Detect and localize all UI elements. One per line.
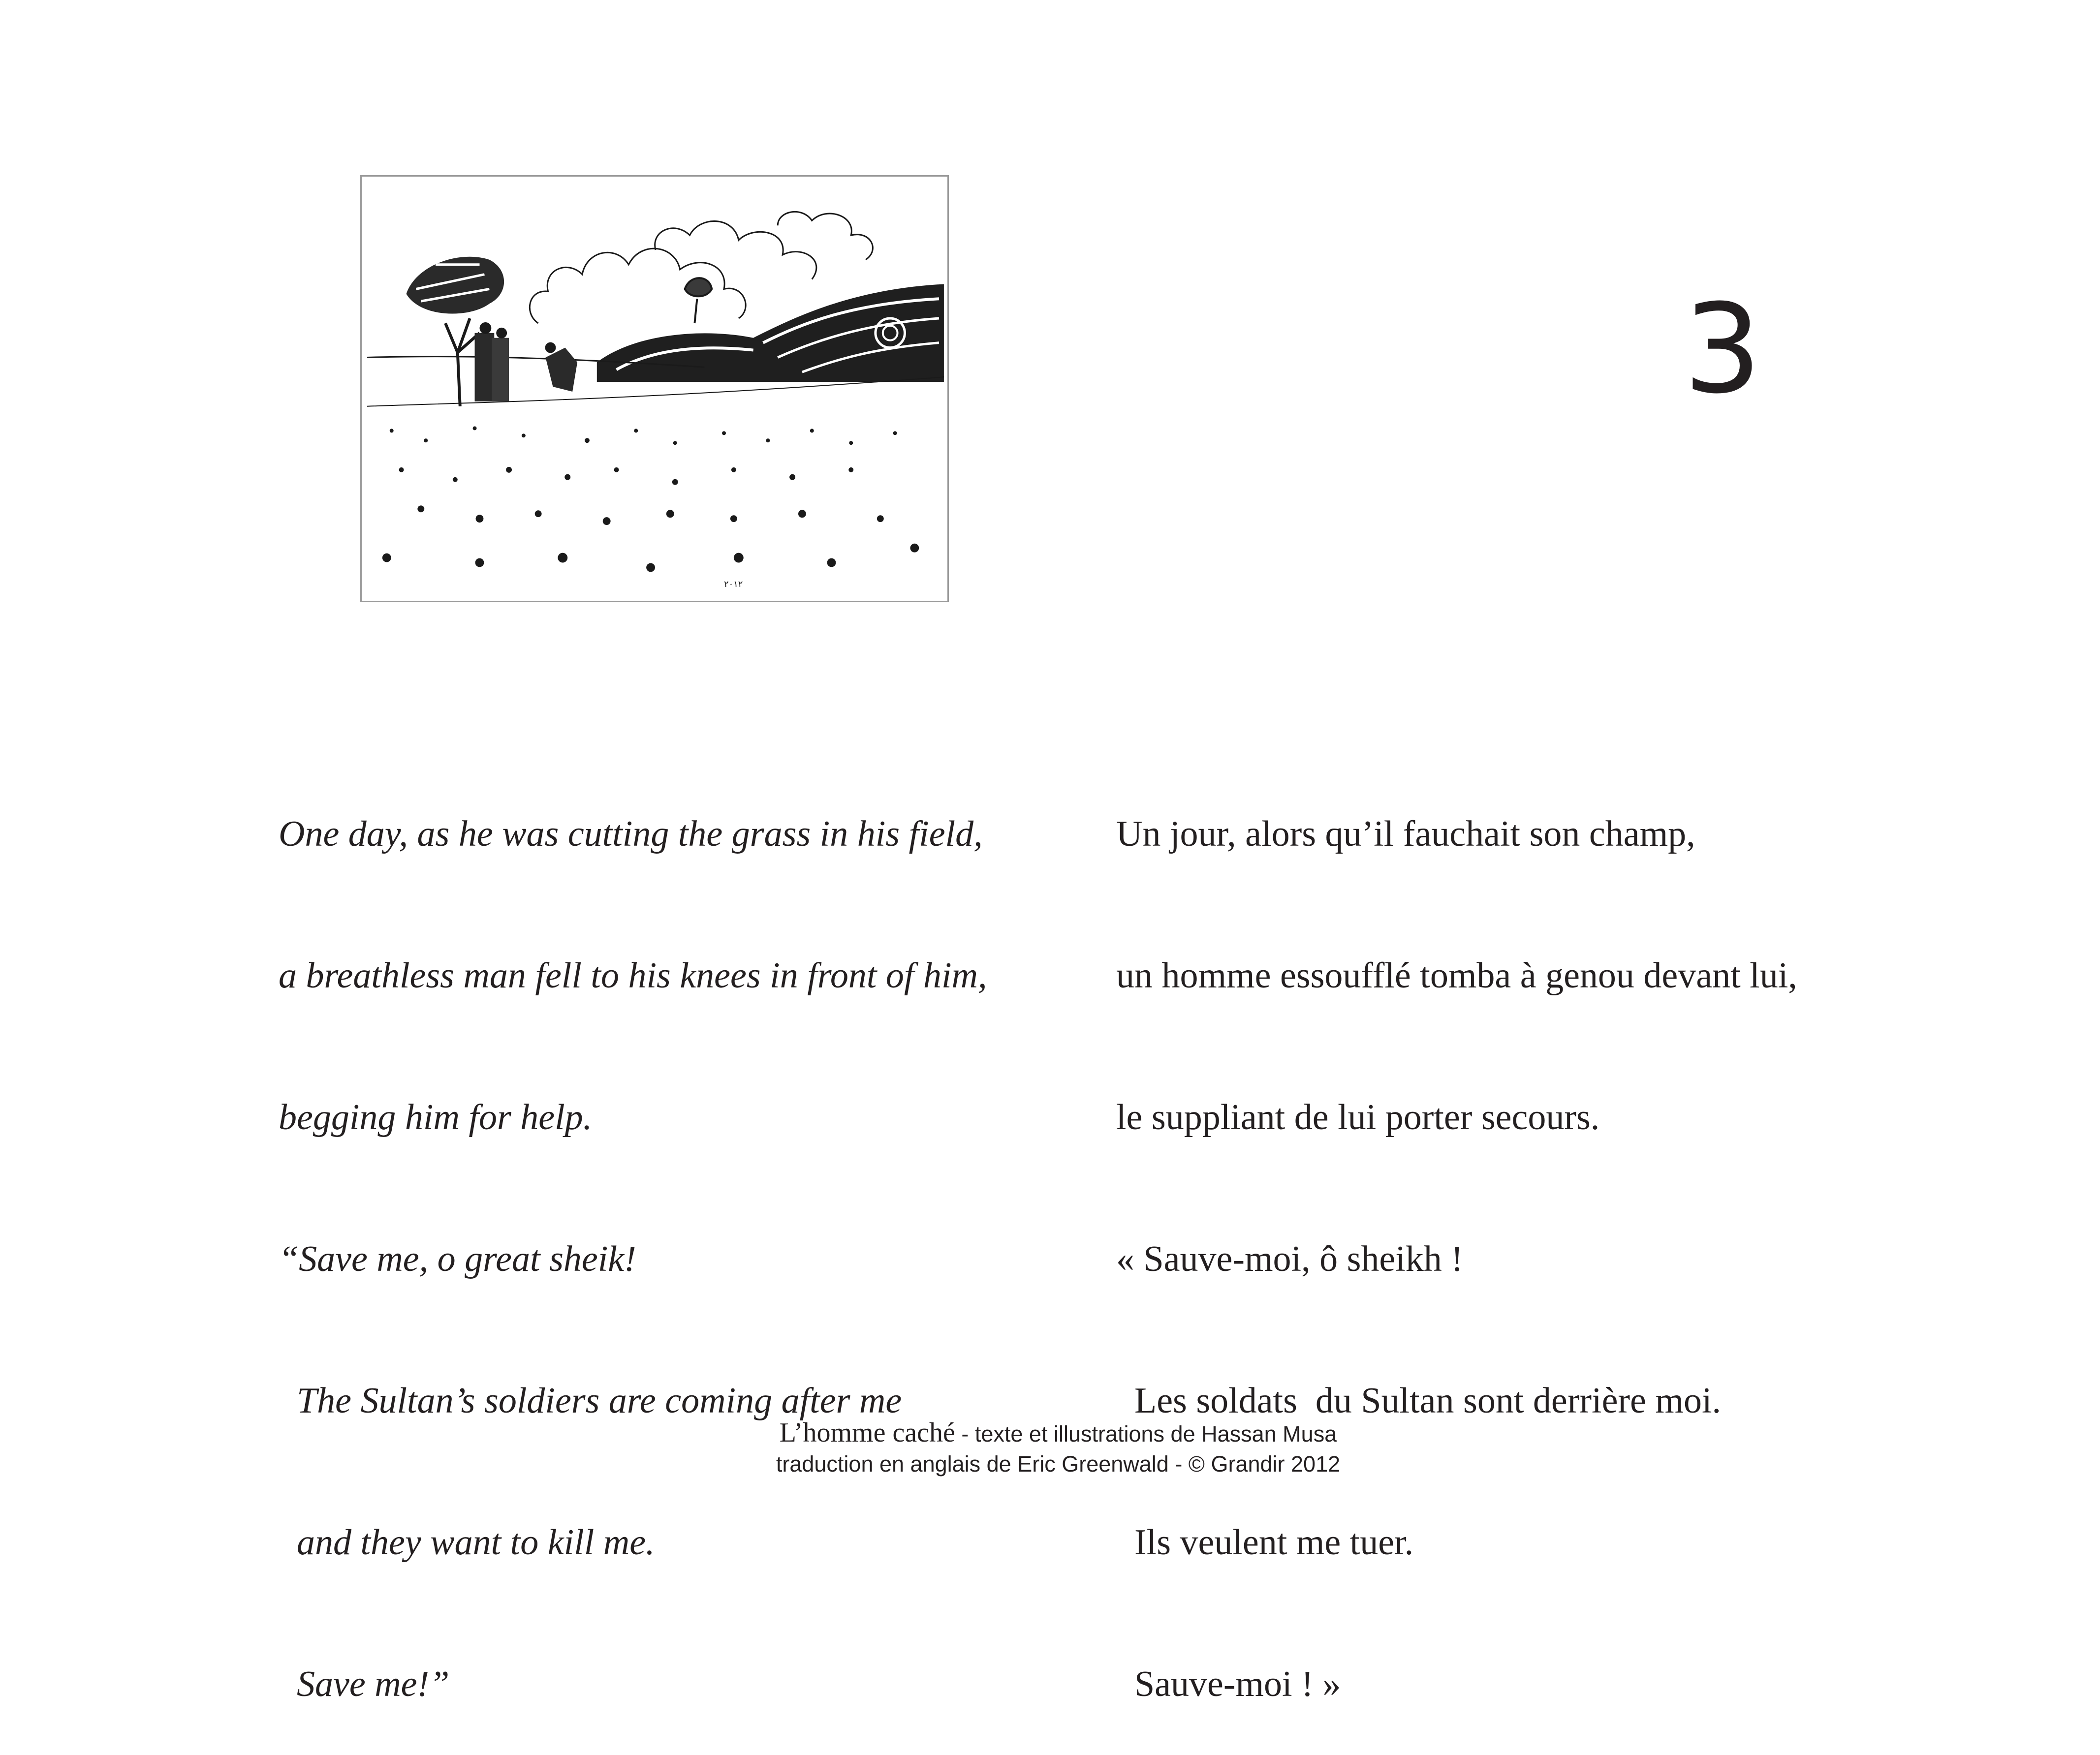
french-text <box>1116 716 1797 1755</box>
english-line: a breathless man fell to his knees in front of him, <box>279 955 987 996</box>
french-line: Un jour, alors qu’il fauchait son champ, <box>1116 814 1695 854</box>
english-line: The Sultan’s soldiers are coming after me <box>279 1381 902 1421</box>
figures <box>475 322 578 401</box>
author-credit: - texte et illustrations de Hassan Musa <box>955 1421 1337 1447</box>
french-line: Les soldats du Sultan sont derrière moi. <box>1116 1381 1722 1421</box>
page-number: 3 <box>1683 277 1762 421</box>
french-line: « Sauve-moi, ô sheikh ! <box>1116 1239 1463 1279</box>
signature: ٢٠١٢ <box>724 579 743 590</box>
english-line: begging him for help. <box>279 1097 593 1138</box>
french-line: Sauve-moi ! » <box>1116 1664 1341 1704</box>
english-line: “Save me, o great sheik! <box>279 1239 636 1279</box>
credits <box>640 1417 1476 1480</box>
field-marks <box>382 426 919 572</box>
english-line: Save me!” <box>279 1664 450 1704</box>
french-line: un homme essoufflé tomba à genou devant lui, <box>1116 955 1797 996</box>
illustration-frame <box>360 175 949 602</box>
landscape-illustration <box>362 177 947 601</box>
french-line: Ils veulent me tuer. <box>1116 1522 1414 1563</box>
hills <box>597 284 944 382</box>
french-line: le suppliant de lui porter secours. <box>1116 1097 1600 1138</box>
english-line: and they want to kill me. <box>279 1522 655 1563</box>
translation-credit: traduction en anglais de Eric Greenwald - © Grandir 2012 <box>776 1451 1341 1477</box>
clouds <box>530 212 873 323</box>
english-text <box>279 716 987 1755</box>
english-line: One day, as he was cutting the grass in his field, <box>279 814 983 854</box>
book-title: L’homme caché <box>779 1417 955 1448</box>
